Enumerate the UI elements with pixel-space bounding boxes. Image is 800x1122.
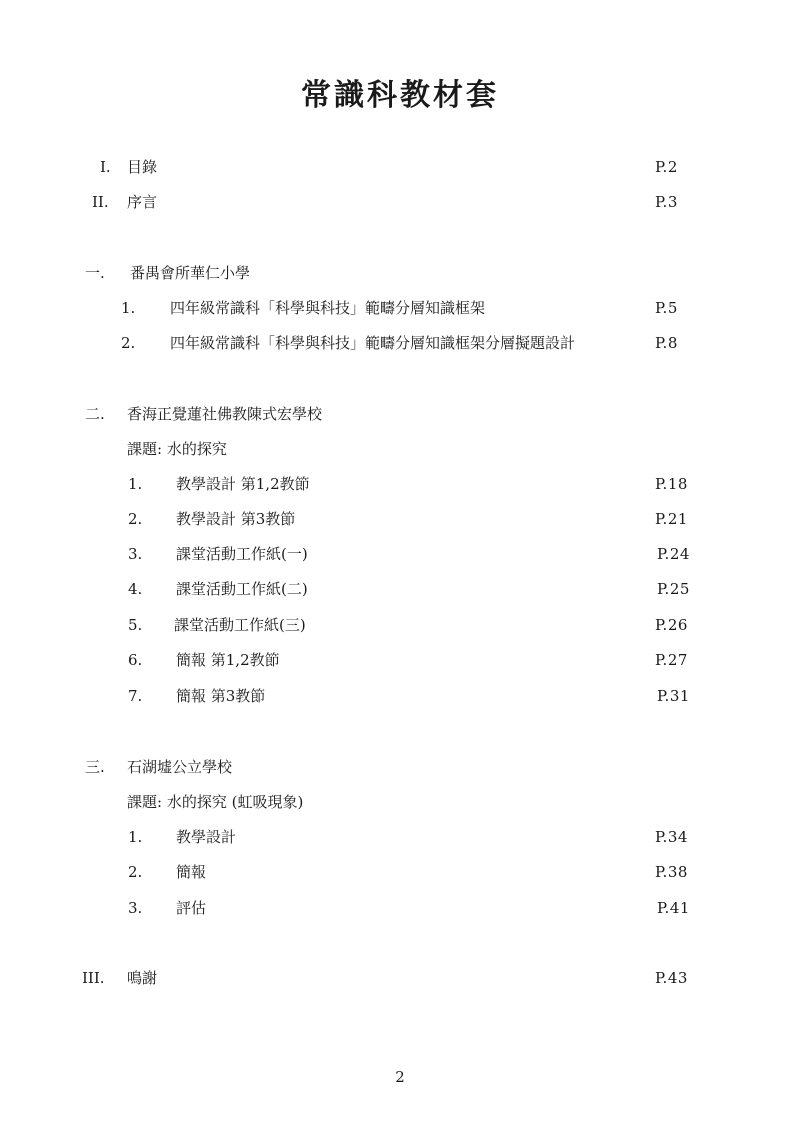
section-number: 三. — [85, 758, 105, 776]
entry-page: P.34 — [655, 828, 688, 846]
entry-page: P.27 — [655, 651, 688, 669]
school-name: 番禺會所華仁小學 — [130, 264, 251, 282]
entry-number: I. — [100, 158, 111, 176]
entry-label: 教學設計 — [176, 828, 237, 846]
toc-entry — [0, 897, 800, 919]
entry-number: 4. — [128, 580, 143, 598]
entry-label: 鳴謝 — [127, 969, 158, 987]
entry-page: P.41 — [657, 899, 690, 917]
entry-number: 1. — [128, 475, 143, 493]
toc-entry — [0, 297, 800, 319]
toc-entry — [0, 508, 800, 530]
entry-page: P.18 — [655, 475, 688, 493]
toc-entry — [0, 578, 800, 600]
entry-number: 7. — [128, 687, 143, 705]
entry-number: 1. — [128, 828, 143, 846]
entry-page: P.38 — [655, 863, 688, 881]
document-title: 常識科教材套 — [301, 78, 499, 113]
topic-line — [0, 438, 800, 460]
topic-label: 課題: 水的探究 — [127, 440, 227, 458]
entry-number: 5. — [128, 616, 143, 634]
toc-entry — [0, 332, 800, 354]
page-number: 2 — [395, 1068, 405, 1086]
entry-page: P.31 — [657, 687, 690, 705]
toc-entry-preface — [0, 191, 800, 213]
toc-entry — [0, 826, 800, 848]
entry-number: II. — [92, 193, 109, 211]
entry-label: 課堂活動工作紙(一) — [176, 545, 308, 563]
entry-label: 目錄 — [127, 158, 158, 176]
entry-number: 6. — [128, 651, 143, 669]
topic-label: 課題: 水的探究 (虹吸現象) — [127, 793, 304, 811]
entry-page: P.8 — [655, 334, 678, 352]
entry-label: 課堂活動工作紙(三) — [174, 616, 306, 634]
entry-label: 評估 — [176, 899, 207, 917]
entry-page: P.26 — [655, 616, 688, 634]
toc-entry — [0, 861, 800, 883]
entry-label: 簡報 — [176, 863, 207, 881]
entry-label: 簡報 第1,2教節 — [176, 651, 280, 669]
toc-entry — [0, 473, 800, 495]
entry-page: P.5 — [655, 299, 678, 317]
entry-label: 課堂活動工作紙(二) — [176, 580, 308, 598]
entry-page: P.43 — [655, 969, 688, 987]
entry-page: P.3 — [655, 193, 678, 211]
entry-label: 四年級常識科「科學與科技」範疇分層知識框架 — [170, 299, 486, 317]
entry-number: 3. — [128, 899, 143, 917]
toc-entry — [0, 649, 800, 671]
entry-number: 2. — [128, 863, 143, 881]
school-name: 香海正覺蓮社佛教陳式宏學校 — [127, 405, 323, 423]
entry-page: P.25 — [657, 580, 690, 598]
entry-label: 序言 — [127, 193, 158, 211]
topic-line — [0, 791, 800, 813]
toc-entry-contents — [0, 156, 800, 178]
entry-number: 3. — [128, 545, 143, 563]
entry-page: P.24 — [657, 545, 690, 563]
section-heading-2 — [0, 403, 800, 425]
entry-number: 2. — [121, 334, 136, 352]
entry-label: 教學設計 第3教節 — [176, 510, 296, 528]
entry-page: P.2 — [655, 158, 678, 176]
toc-entry — [0, 614, 800, 636]
section-heading-1 — [0, 262, 800, 284]
entry-label: 教學設計 第1,2教節 — [176, 475, 310, 493]
entry-label: 簡報 第3教節 — [176, 687, 266, 705]
section-number: 二. — [85, 405, 105, 423]
entry-label: 四年級常識科「科學與科技」範疇分層知識框架分層擬題設計 — [170, 334, 576, 352]
entry-page: P.21 — [655, 510, 688, 528]
entry-number: 2. — [128, 510, 143, 528]
toc-entry — [0, 543, 800, 565]
toc-entry — [0, 685, 800, 707]
section-number: 一. — [85, 264, 105, 282]
toc-entry-acknowledgements — [0, 967, 800, 989]
section-heading-3 — [0, 756, 800, 778]
entry-number: 1. — [121, 299, 136, 317]
school-name: 石湖墟公立學校 — [127, 758, 233, 776]
entry-number: III. — [82, 969, 105, 987]
